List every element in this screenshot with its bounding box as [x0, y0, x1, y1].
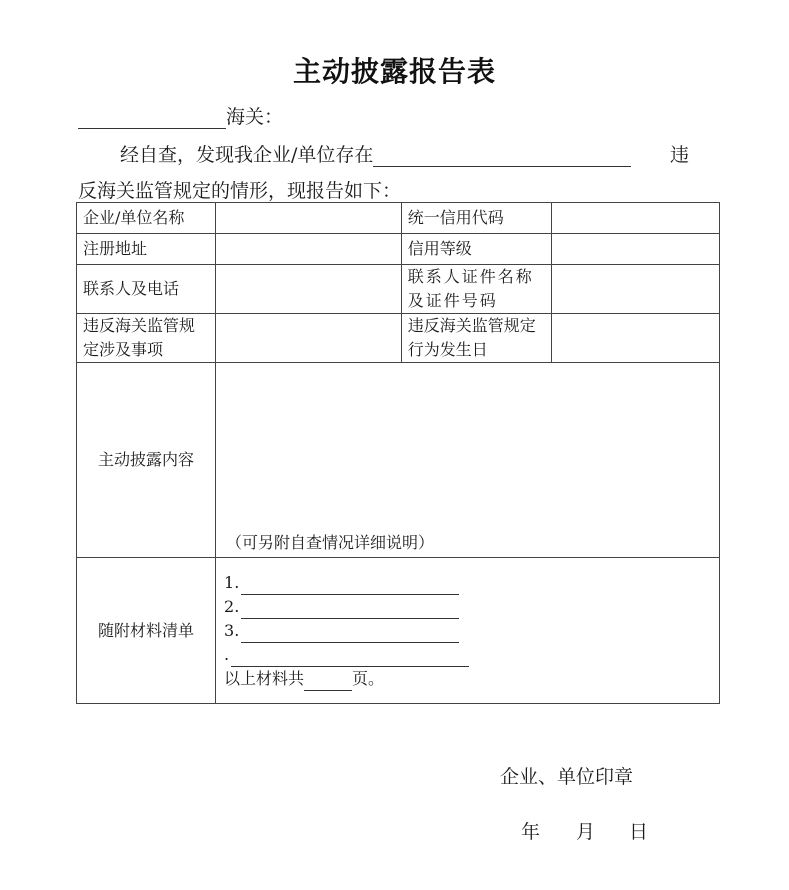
field-registered-address[interactable] [216, 234, 402, 265]
page-count-blank[interactable] [304, 674, 352, 691]
material-item [224, 619, 711, 643]
material-item [224, 643, 711, 667]
intro-suffix: 违 [670, 144, 690, 166]
table-row [77, 314, 720, 363]
label-registered-address: 注册地址 [77, 234, 216, 265]
material-blank-2[interactable] [241, 602, 459, 619]
material-number: 1. [224, 572, 240, 592]
material-blank-4[interactable] [231, 650, 469, 667]
material-blank-3[interactable] [241, 626, 459, 643]
customs-name-blank[interactable] [78, 108, 226, 129]
table-row [77, 203, 720, 234]
materials-list [216, 558, 720, 704]
material-item [224, 571, 711, 595]
field-disclosure-content[interactable] [216, 363, 720, 558]
total-suffix: 页。 [352, 668, 385, 688]
label-contact-id: 联系人证件名称及证件号码 [401, 265, 551, 314]
table-row [77, 558, 720, 704]
material-item [224, 595, 711, 619]
date-month: 月 [576, 821, 596, 843]
date-year: 年 [521, 821, 541, 843]
seal-label: 企业、单位印章 [500, 766, 634, 788]
label-disclosure-content: 主动披露内容 [77, 363, 216, 558]
table-row [77, 234, 720, 265]
violation-blank[interactable] [373, 146, 631, 167]
material-number: 3. [224, 620, 240, 640]
material-number: . [224, 644, 230, 664]
field-credit-rating[interactable] [551, 234, 719, 265]
date-day: 日 [629, 821, 649, 843]
field-violation-matters[interactable] [216, 314, 402, 363]
label-company-name: 企业/单位名称 [77, 203, 216, 234]
intro-line-1 [120, 140, 631, 167]
intro-line-2: 反海关监管规定的情形，现报告如下： [78, 180, 402, 202]
intro-prefix: 经自查，发现我企业/单位存在 [120, 144, 374, 166]
total-prefix: 以上材料共 [224, 668, 305, 688]
table-row [77, 363, 720, 558]
field-violation-date[interactable] [551, 314, 719, 363]
field-contact-phone[interactable] [216, 265, 402, 314]
label-contact-phone: 联系人及电话 [77, 265, 216, 314]
material-blank-1[interactable] [241, 578, 459, 595]
addressee-line [78, 102, 283, 129]
disclosure-note: （可另附自查情况详细说明） [226, 533, 435, 552]
table-row [77, 265, 720, 314]
material-number: 2. [224, 596, 240, 616]
field-credit-code[interactable] [551, 203, 719, 234]
field-company-name[interactable] [216, 203, 402, 234]
materials-total [224, 667, 711, 691]
addressee-suffix: 海关： [226, 106, 284, 128]
label-credit-code: 统一信用代码 [401, 203, 551, 234]
label-violation-date: 违反海关监管规定行为发生日 [401, 314, 551, 363]
page-title: 主动披露报告表 [292, 55, 496, 88]
report-form-table [76, 202, 720, 704]
label-attached-materials: 随附材料清单 [77, 558, 216, 704]
label-violation-matters: 违反海关监管规定涉及事项 [77, 314, 216, 363]
label-credit-rating: 信用等级 [401, 234, 551, 265]
field-contact-id[interactable] [551, 265, 719, 314]
